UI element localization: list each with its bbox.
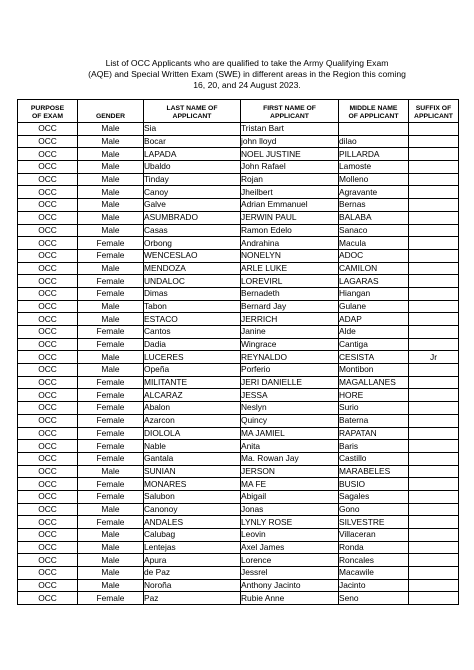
gender-cell: Male: [78, 135, 144, 148]
purpose-cell: OCC: [18, 186, 78, 199]
suffix-cell: [409, 237, 459, 250]
suffix-cell: [409, 300, 459, 313]
first-name-cell: LOREVIRL: [241, 275, 339, 288]
suffix-cell: [409, 376, 459, 389]
first-name-cell: Jheilbert: [241, 186, 339, 199]
first-name-cell: JERI DANIELLE: [241, 376, 339, 389]
table-row: [18, 123, 459, 136]
first-name-cell: Andrahina: [241, 237, 339, 250]
gender-cell: Male: [78, 567, 144, 580]
middle-name-cell: CESISTA: [339, 351, 409, 364]
middle-name-cell: [339, 123, 409, 136]
middle-name-cell: HORE: [339, 389, 409, 402]
header-label: APPLICANT: [270, 113, 309, 120]
table-row: [18, 402, 459, 415]
suffix-cell: [409, 541, 459, 554]
gender-cell: Female: [78, 249, 144, 262]
first-name-cell: NONELYN: [241, 249, 339, 262]
middle-name-cell: MAGALLANES: [339, 376, 409, 389]
middle-name-cell: Molleno: [339, 173, 409, 186]
purpose-cell: OCC: [18, 148, 78, 161]
last-name-cell: ANDALES: [144, 516, 241, 529]
last-name-cell: Casas: [144, 224, 241, 237]
last-name-cell: ASUMBRADO: [144, 211, 241, 224]
last-name-cell: Abalon: [144, 402, 241, 415]
first-name-cell: Lorence: [241, 554, 339, 567]
first-name-cell: Anthony Jacinto: [241, 579, 339, 592]
middle-name-cell: Montibon: [339, 364, 409, 377]
middle-name-cell: Surio: [339, 402, 409, 415]
gender-cell: Male: [78, 224, 144, 237]
intro-line: (AQE) and Special Written Exam (SWE) in different areas in the Region this coming: [88, 69, 406, 79]
gender-cell: Female: [78, 287, 144, 300]
table-row: [18, 465, 459, 478]
first-name-cell: Neslyn: [241, 402, 339, 415]
middle-name-cell: LAGARAS: [339, 275, 409, 288]
first-name-cell: Jessrel: [241, 567, 339, 580]
middle-name-cell: SILVESTRE: [339, 516, 409, 529]
table-row: [18, 161, 459, 174]
suffix-cell: [409, 123, 459, 136]
purpose-cell: OCC: [18, 414, 78, 427]
purpose-cell: OCC: [18, 326, 78, 339]
suffix-cell: [409, 186, 459, 199]
last-name-cell: Bocar: [144, 135, 241, 148]
suffix-header: [409, 100, 459, 123]
table-row: [18, 351, 459, 364]
table-row: [18, 199, 459, 212]
gender-cell: Male: [78, 541, 144, 554]
table-row: [18, 452, 459, 465]
last-name-cell: Noroña: [144, 579, 241, 592]
middle-name-cell: Cantiga: [339, 338, 409, 351]
first-name-cell: JESSA: [241, 389, 339, 402]
table-row: [18, 427, 459, 440]
last-name-cell: Opeña: [144, 364, 241, 377]
first-name-cell: Rojan: [241, 173, 339, 186]
last-name-cell: Azarcon: [144, 414, 241, 427]
middle-name-cell: ADAP: [339, 313, 409, 326]
suffix-cell: [409, 224, 459, 237]
middle-name-header: [339, 100, 409, 123]
table-row: [18, 262, 459, 275]
first-name-cell: LYNLY ROSE: [241, 516, 339, 529]
table-row: [18, 186, 459, 199]
suffix-cell: [409, 262, 459, 275]
purpose-cell: OCC: [18, 211, 78, 224]
gender-cell: Male: [78, 364, 144, 377]
suffix-cell: [409, 516, 459, 529]
header-label: GENDER: [95, 113, 126, 120]
last-name-cell: UNDALOC: [144, 275, 241, 288]
last-name-cell: Tabon: [144, 300, 241, 313]
purpose-cell: OCC: [18, 478, 78, 491]
table-row: [18, 338, 459, 351]
first-name-cell: JERRICH: [241, 313, 339, 326]
middle-name-cell: BALABA: [339, 211, 409, 224]
purpose-cell: OCC: [18, 237, 78, 250]
last-name-cell: MILITANTE: [144, 376, 241, 389]
first-name-cell: ARLE LUKE: [241, 262, 339, 275]
purpose-cell: OCC: [18, 338, 78, 351]
gender-cell: Male: [78, 173, 144, 186]
gender-header: [78, 100, 144, 123]
middle-name-cell: Hiangan: [339, 287, 409, 300]
gender-cell: Male: [78, 554, 144, 567]
purpose-cell: OCC: [18, 249, 78, 262]
gender-cell: Female: [78, 338, 144, 351]
suffix-cell: [409, 478, 459, 491]
purpose-cell: OCC: [18, 161, 78, 174]
table-row: [18, 135, 459, 148]
last-name-cell: de Paz: [144, 567, 241, 580]
suffix-cell: [409, 148, 459, 161]
first-name-cell: MA JAMIEL: [241, 427, 339, 440]
middle-name-cell: Gulane: [339, 300, 409, 313]
table-row: [18, 249, 459, 262]
first-name-cell: Anita: [241, 440, 339, 453]
purpose-of-exam-header: [18, 100, 78, 123]
purpose-cell: OCC: [18, 123, 78, 136]
first-name-cell: john lloyd: [241, 135, 339, 148]
header-label: MIDDLE NAME: [349, 105, 398, 112]
suffix-cell: [409, 414, 459, 427]
first-name-cell: Janine: [241, 326, 339, 339]
suffix-cell: [409, 427, 459, 440]
suffix-cell: [409, 338, 459, 351]
table-row: [18, 389, 459, 402]
gender-cell: Female: [78, 490, 144, 503]
middle-name-cell: Seno: [339, 592, 409, 605]
table-row: [18, 541, 459, 554]
last-name-cell: WENCESLAO: [144, 249, 241, 262]
suffix-cell: [409, 275, 459, 288]
last-name-cell: Lentejas: [144, 541, 241, 554]
table-row: [18, 275, 459, 288]
table-row: [18, 503, 459, 516]
last-name-cell: Ubaldo: [144, 161, 241, 174]
gender-cell: Male: [78, 503, 144, 516]
gender-cell: Male: [78, 123, 144, 136]
first-name-cell: Rubie Anne: [241, 592, 339, 605]
gender-cell: Female: [78, 326, 144, 339]
suffix-cell: [409, 135, 459, 148]
purpose-cell: OCC: [18, 516, 78, 529]
last-name-cell: SUNIAN: [144, 465, 241, 478]
table-header: [18, 100, 459, 123]
suffix-cell: [409, 199, 459, 212]
gender-cell: Female: [78, 440, 144, 453]
header-label: OF EXAM: [32, 113, 63, 120]
table-row: [18, 287, 459, 300]
suffix-cell: Jr: [409, 351, 459, 364]
first-name-cell: NOEL JUSTINE: [241, 148, 339, 161]
middle-name-cell: PILLARDA: [339, 148, 409, 161]
middle-name-cell: Ronda: [339, 541, 409, 554]
purpose-cell: OCC: [18, 529, 78, 542]
table-row: [18, 376, 459, 389]
middle-name-cell: Jacinto: [339, 579, 409, 592]
table-row: [18, 300, 459, 313]
gender-cell: Female: [78, 402, 144, 415]
suffix-cell: [409, 440, 459, 453]
middle-name-cell: Bernas: [339, 199, 409, 212]
last-name-cell: ESTACO: [144, 313, 241, 326]
gender-cell: Male: [78, 148, 144, 161]
table-row: [18, 148, 459, 161]
middle-name-cell: BUSIO: [339, 478, 409, 491]
middle-name-cell: RAPATAN: [339, 427, 409, 440]
purpose-cell: OCC: [18, 490, 78, 503]
suffix-cell: [409, 465, 459, 478]
middle-name-cell: Roncales: [339, 554, 409, 567]
gender-cell: Female: [78, 275, 144, 288]
last-name-cell: Paz: [144, 592, 241, 605]
header-label: OF APPLICANT: [348, 113, 399, 120]
header-row: [18, 100, 459, 123]
first-name-cell: Porferio: [241, 364, 339, 377]
suffix-cell: [409, 326, 459, 339]
last-name-cell: Apura: [144, 554, 241, 567]
middle-name-cell: Macawile: [339, 567, 409, 580]
header-label: APPLICANT: [414, 113, 453, 120]
purpose-cell: OCC: [18, 364, 78, 377]
middle-name-cell: Gono: [339, 503, 409, 516]
first-name-cell: REYNALDO: [241, 351, 339, 364]
gender-cell: Female: [78, 478, 144, 491]
table-row: [18, 592, 459, 605]
suffix-cell: [409, 402, 459, 415]
middle-name-cell: ADOC: [339, 249, 409, 262]
purpose-cell: OCC: [18, 452, 78, 465]
suffix-cell: [409, 592, 459, 605]
suffix-cell: [409, 161, 459, 174]
purpose-cell: OCC: [18, 503, 78, 516]
header-label: LAST NAME OF: [166, 105, 218, 112]
suffix-cell: [409, 554, 459, 567]
middle-name-cell: CAMILON: [339, 262, 409, 275]
last-name-cell: LAPADA: [144, 148, 241, 161]
last-name-cell: MONARES: [144, 478, 241, 491]
last-name-cell: Nable: [144, 440, 241, 453]
middle-name-cell: Sagales: [339, 490, 409, 503]
table-row: [18, 326, 459, 339]
first-name-cell: Axel James: [241, 541, 339, 554]
table-row: [18, 211, 459, 224]
middle-name-cell: Baris: [339, 440, 409, 453]
last-name-cell: Gantala: [144, 452, 241, 465]
table-row: [18, 440, 459, 453]
gender-cell: Male: [78, 351, 144, 364]
table-body: [18, 123, 459, 605]
purpose-cell: OCC: [18, 300, 78, 313]
first-name-cell: Wingrace: [241, 338, 339, 351]
gender-cell: Male: [78, 313, 144, 326]
last-name-cell: Dadia: [144, 338, 241, 351]
intro-line: List of OCC Applicants who are qualified to take the Army Qualifying Exam: [105, 58, 389, 68]
header-label: APPLICANT: [172, 113, 212, 120]
header-label: SUFFIX OF: [415, 105, 452, 112]
last-name-header: [144, 100, 241, 123]
purpose-cell: OCC: [18, 199, 78, 212]
purpose-cell: OCC: [18, 554, 78, 567]
first-name-header: [241, 100, 339, 123]
first-name-cell: JERWIN PAUL: [241, 211, 339, 224]
last-name-cell: Orbong: [144, 237, 241, 250]
gender-cell: Male: [78, 579, 144, 592]
last-name-cell: Canoy: [144, 186, 241, 199]
first-name-cell: JERSON: [241, 465, 339, 478]
table-row: [18, 173, 459, 186]
gender-cell: Female: [78, 427, 144, 440]
table-row: [18, 364, 459, 377]
middle-name-cell: Castillo: [339, 452, 409, 465]
gender-cell: Male: [78, 300, 144, 313]
suffix-cell: [409, 211, 459, 224]
gender-cell: Male: [78, 211, 144, 224]
table-row: [18, 224, 459, 237]
suffix-cell: [409, 529, 459, 542]
first-name-cell: MA FE: [241, 478, 339, 491]
suffix-cell: [409, 490, 459, 503]
purpose-cell: OCC: [18, 376, 78, 389]
gender-cell: Female: [78, 452, 144, 465]
last-name-cell: DIOLOLA: [144, 427, 241, 440]
table-row: [18, 478, 459, 491]
suffix-cell: [409, 313, 459, 326]
gender-cell: Male: [78, 161, 144, 174]
suffix-cell: [409, 503, 459, 516]
first-name-cell: Leovin: [241, 529, 339, 542]
first-name-cell: Bernard Jay: [241, 300, 339, 313]
last-name-cell: ALCARAZ: [144, 389, 241, 402]
purpose-cell: OCC: [18, 173, 78, 186]
suffix-cell: [409, 249, 459, 262]
last-name-cell: MENDOZA: [144, 262, 241, 275]
purpose-cell: OCC: [18, 389, 78, 402]
gender-cell: Female: [78, 592, 144, 605]
middle-name-cell: Agravante: [339, 186, 409, 199]
table-row: [18, 313, 459, 326]
middle-name-cell: dilao: [339, 135, 409, 148]
middle-name-cell: Baterna: [339, 414, 409, 427]
suffix-cell: [409, 287, 459, 300]
suffix-cell: [409, 579, 459, 592]
header-label: FIRST NAME OF: [263, 105, 316, 112]
last-name-cell: Cantos: [144, 326, 241, 339]
purpose-cell: OCC: [18, 427, 78, 440]
last-name-cell: Dimas: [144, 287, 241, 300]
last-name-cell: Canonoy: [144, 503, 241, 516]
table-row: [18, 554, 459, 567]
gender-cell: Male: [78, 262, 144, 275]
first-name-cell: Ma. Rowan Jay: [241, 452, 339, 465]
last-name-cell: Salubon: [144, 490, 241, 503]
gender-cell: Female: [78, 376, 144, 389]
gender-cell: Male: [78, 199, 144, 212]
middle-name-cell: MARABELES: [339, 465, 409, 478]
intro-line: 16, 20, and 24 August 2023.: [193, 80, 301, 90]
middle-name-cell: Alde: [339, 326, 409, 339]
first-name-cell: Tristan Bart: [241, 123, 339, 136]
purpose-cell: OCC: [18, 592, 78, 605]
purpose-cell: OCC: [18, 579, 78, 592]
purpose-cell: OCC: [18, 275, 78, 288]
header-label: PURPOSE: [30, 105, 65, 112]
first-name-cell: Quincy: [241, 414, 339, 427]
purpose-cell: OCC: [18, 224, 78, 237]
table-row: [18, 516, 459, 529]
suffix-cell: [409, 173, 459, 186]
purpose-cell: OCC: [18, 465, 78, 478]
intro-paragraph: [57, 58, 437, 91]
purpose-cell: OCC: [18, 313, 78, 326]
gender-cell: Male: [78, 529, 144, 542]
purpose-cell: OCC: [18, 262, 78, 275]
gender-cell: Female: [78, 414, 144, 427]
table-row: [18, 567, 459, 580]
last-name-cell: Calubag: [144, 529, 241, 542]
suffix-cell: [409, 364, 459, 377]
table-row: [18, 490, 459, 503]
suffix-cell: [409, 452, 459, 465]
purpose-cell: OCC: [18, 402, 78, 415]
middle-name-cell: Villaceran: [339, 529, 409, 542]
applicants-table: [17, 99, 459, 605]
gender-cell: Male: [78, 186, 144, 199]
last-name-cell: Galve: [144, 199, 241, 212]
last-name-cell: LUCERES: [144, 351, 241, 364]
last-name-cell: Tinday: [144, 173, 241, 186]
middle-name-cell: Lamoste: [339, 161, 409, 174]
table-row: [18, 414, 459, 427]
first-name-cell: Ramon Edelo: [241, 224, 339, 237]
table-row: [18, 529, 459, 542]
first-name-cell: Adrian Emmanuel: [241, 199, 339, 212]
purpose-cell: OCC: [18, 287, 78, 300]
purpose-cell: OCC: [18, 567, 78, 580]
purpose-cell: OCC: [18, 440, 78, 453]
purpose-cell: OCC: [18, 541, 78, 554]
suffix-cell: [409, 567, 459, 580]
purpose-cell: OCC: [18, 135, 78, 148]
middle-name-cell: Sanaco: [339, 224, 409, 237]
first-name-cell: John Rafael: [241, 161, 339, 174]
suffix-cell: [409, 389, 459, 402]
purpose-cell: OCC: [18, 351, 78, 364]
gender-cell: Female: [78, 389, 144, 402]
first-name-cell: Jonas: [241, 503, 339, 516]
gender-cell: Male: [78, 465, 144, 478]
first-name-cell: Bernadeth: [241, 287, 339, 300]
gender-cell: Female: [78, 516, 144, 529]
table-row: [18, 237, 459, 250]
first-name-cell: Abigail: [241, 490, 339, 503]
gender-cell: Female: [78, 237, 144, 250]
last-name-cell: Sia: [144, 123, 241, 136]
table-row: [18, 579, 459, 592]
middle-name-cell: Macula: [339, 237, 409, 250]
